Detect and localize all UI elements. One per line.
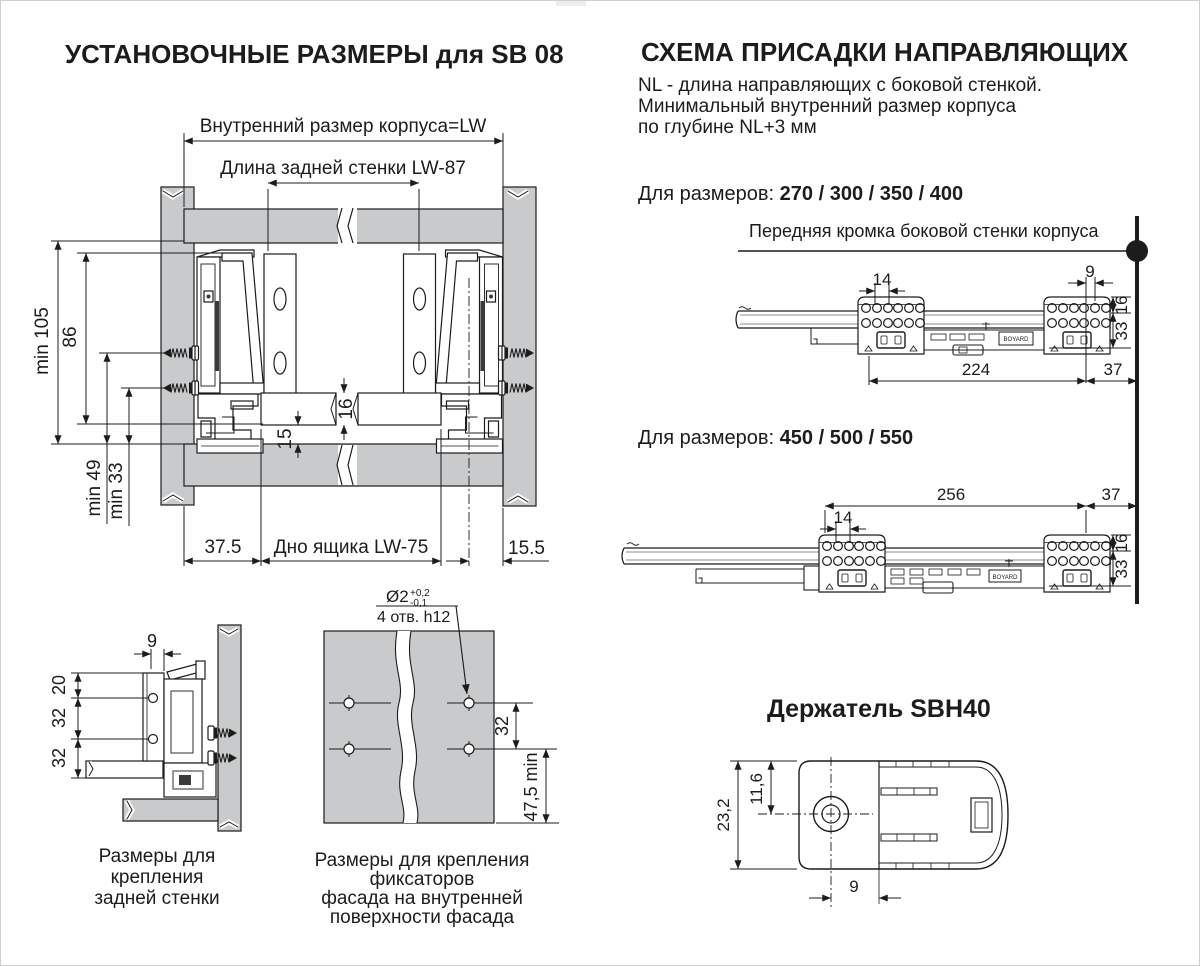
rail-scheme-2 [622,485,1137,593]
dim-label-47-5: 47,5 min [521,752,541,822]
dim-label-16: 16 [336,398,357,420]
main-section-drawing [32,96,581,581]
front-edge-dot [1126,240,1148,262]
dim-label-min49: min 49 [84,459,105,517]
dim-label-32: 32 [492,715,512,737]
dim-label-9: 9 [849,877,859,896]
caption-facade-line3: поверхности фасада [329,907,515,928]
facade-dimensions [492,703,559,823]
caption-backwall-line1: Размеры для крепления [98,846,216,888]
note-line-1: NL - длина направляющих с боковой стенкой. [638,75,1043,96]
back-wall [143,673,164,761]
holder-title: Держатель SBH40 [767,695,991,723]
dim-label-9: 9 [146,631,158,651]
dim-label-lw: Внутренний размер корпуса=LW [199,116,487,137]
dim-label-15: 15 [275,428,296,450]
sizes1-label: Для размеров: [638,183,775,205]
mount-block [858,297,924,354]
dim-label-33b: 33 [1112,559,1131,579]
rail-scheme-1 [736,262,1137,385]
page-title-left: УСТАНОВОЧНЫЕ РАЗМЕРЫ для SB 08 [65,39,564,69]
page-title-right: СХЕМА ПРИСАДКИ НАПРАВЛЯЮЩИХ [641,37,1129,67]
dim-label-14b: 14 [833,508,853,527]
dim-label-15-5: 15.5 [508,538,545,559]
brand-label: BOYARD [992,575,1018,581]
caption-facade-line1: Размеры для крепления фиксаторов [314,850,530,890]
dim-label-20: 20 [49,674,69,696]
note-line-3: по глубине NL+3 мм [638,117,817,138]
caption-facade-line2: фасада на внутренней [321,888,523,909]
dim-label-37: 37 [1103,360,1123,379]
dim-label-23-2: 23,2 [714,798,733,832]
sizes2-label: Для размеров: [638,427,775,449]
dim-label-32-bottom: 32 [49,747,69,769]
dim-label-33: 33 [1112,321,1131,341]
note-line-2: Минимальный внутренний размер корпуса [638,96,1017,117]
dim-label-lw87: Длина задней стенки LW-87 [220,158,466,179]
rail-drilling-schemes [621,209,1161,621]
caption-facade [273,851,571,927]
dia-label: Ø2 [386,587,409,606]
dim-label-37b: 37 [1101,485,1121,504]
dim-label-9: 9 [1085,262,1095,281]
sizes2-values: 450 / 500 / 550 [779,427,914,449]
dim-label-min105: min 105 [32,307,53,375]
dim-label-11-6: 11,6 [747,773,766,805]
dim-label-32-top: 32 [49,707,69,729]
sizes-line-1 [638,183,963,206]
dim-label-37-5: 37.5 [204,537,242,558]
tolerance-minus: -0,1 [410,598,428,609]
facade-fixing-drawing [319,576,581,831]
dim-label-86: 86 [60,326,81,348]
brand-label: BOYARD [1003,337,1029,343]
holder-body [758,757,1008,909]
front-edge-label: Передняя кромка боковой стенки корпуса [749,221,1099,241]
backwall-fixing-drawing [41,616,321,848]
sizes1-values: 270 / 300 / 350 / 400 [779,183,964,205]
mount-block [1044,297,1110,354]
mount-block [1044,535,1110,592]
holes-count-label: 4 отв. h12 [377,609,451,626]
dim-label-16: 16 [1112,295,1131,315]
dim-label-14: 14 [872,270,892,289]
tolerance-plus: +0,2 [410,588,430,599]
dim-label-224: 224 [961,360,991,379]
holder-drawing [716,736,1071,921]
caption-backwall [51,846,263,909]
scan-artifact [556,1,586,6]
dim-label-256: 256 [936,485,966,504]
caption-backwall-line2: задней стенки [94,888,220,909]
dim-label-bottom: Дно ящика LW-75 [273,537,429,558]
dim-label-min33: min 33 [106,462,127,520]
dim-label-16b: 16 [1112,533,1131,553]
mount-block [819,535,885,592]
